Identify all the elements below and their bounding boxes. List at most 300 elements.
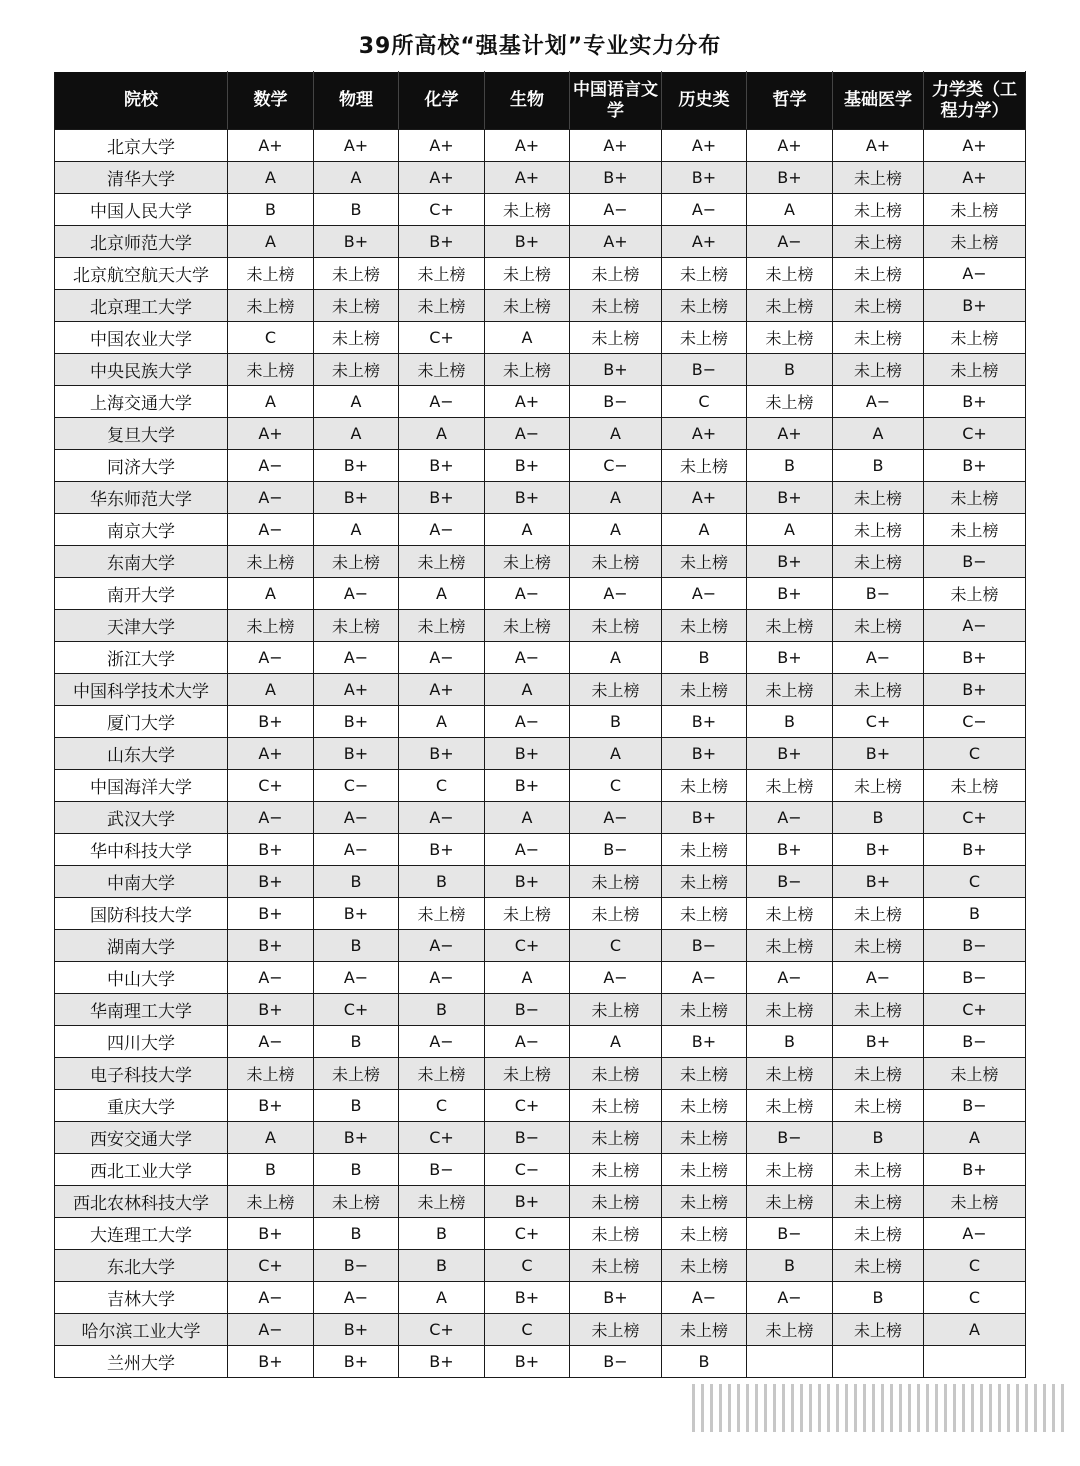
school-name-cell: 大连理工大学 — [55, 1218, 228, 1250]
grade-cell: B — [314, 194, 399, 226]
grade-cell: 未上榜 — [485, 194, 570, 226]
grade-cell: 未上榜 — [747, 930, 833, 962]
grade-cell: A− — [314, 834, 399, 866]
grade-cell: 未上榜 — [399, 1058, 485, 1090]
grade-cell: C — [924, 1282, 1026, 1314]
grade-cell: B+ — [570, 1282, 662, 1314]
grade-cell: A− — [314, 578, 399, 610]
grade-cell: A — [570, 738, 662, 770]
school-name-cell: 同济大学 — [55, 450, 228, 482]
grade-cell: 未上榜 — [314, 290, 399, 322]
grade-cell: B — [747, 1026, 833, 1058]
table-row — [55, 770, 1026, 802]
grade-cell: A — [485, 802, 570, 834]
grade-cell: 未上榜 — [662, 1090, 747, 1122]
grade-cell: 未上榜 — [570, 1218, 662, 1250]
grade-cell: A+ — [833, 130, 924, 162]
grade-cell: B+ — [485, 770, 570, 802]
grade-cell: B — [833, 1282, 924, 1314]
table-row — [55, 1314, 1026, 1346]
table-row — [55, 514, 1026, 546]
grade-cell: 未上榜 — [833, 898, 924, 930]
school-name-cell: 东北大学 — [55, 1250, 228, 1282]
school-name-cell: 中山大学 — [55, 962, 228, 994]
grade-cell: 未上榜 — [833, 1186, 924, 1218]
grade-cell: A− — [833, 642, 924, 674]
grade-cell: B− — [747, 1218, 833, 1250]
grade-cell: A− — [485, 418, 570, 450]
grade-cell: A− — [228, 482, 314, 514]
grade-cell: C+ — [399, 1314, 485, 1346]
grade-cell: B+ — [485, 482, 570, 514]
grade-cell: C — [485, 1250, 570, 1282]
school-name-cell: 兰州大学 — [55, 1346, 228, 1378]
grade-cell: 未上榜 — [662, 1186, 747, 1218]
grade-cell: B+ — [485, 226, 570, 258]
grade-cell: 未上榜 — [833, 610, 924, 642]
grade-cell: A+ — [747, 418, 833, 450]
column-header: 中国语言文学 — [570, 72, 662, 130]
grade-cell: A — [228, 1122, 314, 1154]
grade-cell: 未上榜 — [924, 226, 1026, 258]
grade-cell: B− — [747, 1122, 833, 1154]
grade-cell: B+ — [747, 738, 833, 770]
grade-cell: A− — [570, 578, 662, 610]
school-name-cell: 武汉大学 — [55, 802, 228, 834]
table-row — [55, 482, 1026, 514]
grade-cell: C+ — [399, 322, 485, 354]
grade-cell: A+ — [485, 130, 570, 162]
grade-cell: 未上榜 — [570, 610, 662, 642]
school-name-cell: 西安交通大学 — [55, 1122, 228, 1154]
table-row — [55, 1026, 1026, 1058]
school-name-cell: 复旦大学 — [55, 418, 228, 450]
table-row — [55, 994, 1026, 1026]
grade-cell: 未上榜 — [833, 930, 924, 962]
grade-cell: C — [924, 866, 1026, 898]
grade-cell: C — [924, 738, 1026, 770]
grade-cell: 未上榜 — [570, 290, 662, 322]
grade-cell: B− — [485, 1122, 570, 1154]
grade-cell: 未上榜 — [833, 546, 924, 578]
grade-cell: B+ — [924, 642, 1026, 674]
table-row — [55, 738, 1026, 770]
grade-cell: 未上榜 — [833, 1154, 924, 1186]
grade-cell: 未上榜 — [570, 1186, 662, 1218]
grade-cell: A− — [485, 1026, 570, 1058]
grade-cell: B — [314, 1218, 399, 1250]
grade-cell: B — [662, 642, 747, 674]
school-name-cell: 中南大学 — [55, 866, 228, 898]
grade-cell: 未上榜 — [570, 1058, 662, 1090]
grade-cell: 未上榜 — [399, 354, 485, 386]
grade-cell: B+ — [399, 1346, 485, 1378]
grade-cell: B+ — [747, 834, 833, 866]
school-name-cell: 南开大学 — [55, 578, 228, 610]
school-name-cell: 华东师范大学 — [55, 482, 228, 514]
grade-cell: 未上榜 — [485, 1058, 570, 1090]
grade-cell: 未上榜 — [747, 1314, 833, 1346]
grade-cell: A− — [485, 706, 570, 738]
grade-cell: 未上榜 — [399, 1186, 485, 1218]
school-name-cell: 西北工业大学 — [55, 1154, 228, 1186]
grade-cell: B+ — [570, 354, 662, 386]
grade-cell: A− — [570, 194, 662, 226]
grade-cell: B− — [570, 834, 662, 866]
grade-cell: C− — [570, 450, 662, 482]
grade-cell: 未上榜 — [662, 1122, 747, 1154]
grade-cell: 未上榜 — [924, 482, 1026, 514]
table-row — [55, 610, 1026, 642]
grade-cell: B — [314, 1090, 399, 1122]
grade-cell: 未上榜 — [228, 1186, 314, 1218]
grade-cell: A− — [747, 226, 833, 258]
grade-cell: C+ — [485, 1218, 570, 1250]
grade-cell: A− — [924, 610, 1026, 642]
grade-cell: B− — [399, 1154, 485, 1186]
grade-cell: 未上榜 — [662, 1250, 747, 1282]
grade-cell: B+ — [924, 834, 1026, 866]
grade-cell: B — [747, 706, 833, 738]
grade-cell: A− — [228, 1314, 314, 1346]
grade-cell: A — [399, 418, 485, 450]
table-row — [55, 1058, 1026, 1090]
grade-cell: B — [399, 1250, 485, 1282]
grade-cell: A− — [399, 386, 485, 418]
grade-cell: 未上榜 — [314, 258, 399, 290]
grade-cell: 未上榜 — [924, 514, 1026, 546]
grade-cell: C+ — [485, 930, 570, 962]
grade-cell: B+ — [570, 162, 662, 194]
grade-cell: 未上榜 — [833, 194, 924, 226]
grade-cell: 未上榜 — [833, 226, 924, 258]
grade-cell: 未上榜 — [399, 258, 485, 290]
school-name-cell: 中央民族大学 — [55, 354, 228, 386]
grade-cell: A+ — [399, 130, 485, 162]
grade-cell: B+ — [485, 1186, 570, 1218]
table-row — [55, 194, 1026, 226]
grade-cell: 未上榜 — [570, 1314, 662, 1346]
grade-cell: B+ — [314, 1122, 399, 1154]
page-title: 39所高校“强基计划”专业实力分布 — [358, 34, 722, 59]
grade-cell: 未上榜 — [570, 1250, 662, 1282]
grade-cell: A — [314, 514, 399, 546]
grade-cell: A− — [485, 642, 570, 674]
grade-cell: 未上榜 — [833, 1314, 924, 1346]
grade-cell: 未上榜 — [228, 290, 314, 322]
school-name-cell: 北京理工大学 — [55, 290, 228, 322]
grade-cell: A− — [570, 802, 662, 834]
grade-cell: 未上榜 — [314, 322, 399, 354]
grade-cell: A− — [485, 578, 570, 610]
table-row — [55, 322, 1026, 354]
grade-cell: B — [399, 1218, 485, 1250]
table-row — [55, 258, 1026, 290]
grade-cell: A — [314, 386, 399, 418]
grade-cell: A — [662, 514, 747, 546]
grade-cell: 未上榜 — [485, 898, 570, 930]
grade-cell: A — [485, 322, 570, 354]
grade-cell: C+ — [399, 1122, 485, 1154]
grade-cell: 未上榜 — [314, 1186, 399, 1218]
grade-cell: B+ — [228, 1346, 314, 1378]
grade-cell: A− — [314, 642, 399, 674]
grade-cell: C− — [314, 770, 399, 802]
grade-cell: A− — [228, 1026, 314, 1058]
grade-cell: 未上榜 — [833, 162, 924, 194]
grade-cell: B− — [662, 354, 747, 386]
grade-cell: B — [314, 930, 399, 962]
grade-cell: B− — [314, 1250, 399, 1282]
grade-cell: A+ — [228, 130, 314, 162]
grade-cell: B — [833, 450, 924, 482]
grade-cell: B+ — [399, 226, 485, 258]
grade-cell: A — [570, 1026, 662, 1058]
school-name-cell: 山东大学 — [55, 738, 228, 770]
grade-cell: A — [314, 162, 399, 194]
grade-cell: 未上榜 — [662, 1154, 747, 1186]
grade-cell: 未上榜 — [747, 674, 833, 706]
grade-cell: 未上榜 — [747, 994, 833, 1026]
school-name-cell: 华南理工大学 — [55, 994, 228, 1026]
school-name-cell: 东南大学 — [55, 546, 228, 578]
grade-cell: A+ — [485, 162, 570, 194]
grade-cell: A− — [228, 802, 314, 834]
grade-cell: A+ — [570, 130, 662, 162]
column-header: 数学 — [228, 72, 314, 130]
grade-cell: 未上榜 — [570, 1090, 662, 1122]
table-row — [55, 386, 1026, 418]
grade-cell: C+ — [924, 418, 1026, 450]
grade-cell: C — [485, 1314, 570, 1346]
grade-cell: C — [570, 930, 662, 962]
school-name-cell: 四川大学 — [55, 1026, 228, 1058]
watermark-overlay — [692, 1384, 1064, 1432]
school-name-cell: 中国科学技术大学 — [55, 674, 228, 706]
grade-cell: A — [924, 1122, 1026, 1154]
grade-cell: B — [399, 866, 485, 898]
grade-cell: 未上榜 — [570, 546, 662, 578]
grade-cell: B — [747, 354, 833, 386]
grade-cell: 未上榜 — [228, 354, 314, 386]
grade-cell: A — [485, 962, 570, 994]
grade-cell: A− — [747, 802, 833, 834]
grade-cell: A — [747, 514, 833, 546]
column-header: 力学类（工程力学） — [924, 72, 1026, 130]
grade-cell: A — [485, 514, 570, 546]
table-row — [55, 162, 1026, 194]
grade-cell: A+ — [662, 226, 747, 258]
grade-cell: A+ — [228, 738, 314, 770]
school-name-cell: 电子科技大学 — [55, 1058, 228, 1090]
grade-cell: 未上榜 — [570, 258, 662, 290]
grade-cell: B+ — [485, 1282, 570, 1314]
grade-cell: 未上榜 — [833, 1218, 924, 1250]
grade-cell: A — [228, 578, 314, 610]
table-row — [55, 1282, 1026, 1314]
school-name-cell: 华中科技大学 — [55, 834, 228, 866]
grade-cell: 未上榜 — [662, 1218, 747, 1250]
grade-cell: B+ — [662, 162, 747, 194]
grade-cell: 未上榜 — [662, 770, 747, 802]
table-row — [55, 930, 1026, 962]
grade-cell: 未上榜 — [924, 578, 1026, 610]
grade-cell: A− — [747, 962, 833, 994]
grade-cell: B+ — [662, 738, 747, 770]
table-row — [55, 1346, 1026, 1378]
grade-cell: 未上榜 — [228, 1058, 314, 1090]
grade-cell: 未上榜 — [833, 290, 924, 322]
grade-cell: 未上榜 — [314, 1058, 399, 1090]
grade-cell: B− — [570, 386, 662, 418]
grade-cell: A+ — [228, 418, 314, 450]
grade-cell: A+ — [314, 674, 399, 706]
grade-cell: B− — [570, 1346, 662, 1378]
grade-cell: 未上榜 — [662, 290, 747, 322]
grade-cell: B+ — [228, 834, 314, 866]
table-row — [55, 962, 1026, 994]
grade-cell: A — [314, 418, 399, 450]
grade-cell: A− — [399, 642, 485, 674]
grade-cell: A− — [662, 1282, 747, 1314]
grade-cell: 未上榜 — [747, 610, 833, 642]
grade-cell: A− — [228, 514, 314, 546]
grade-cell: 未上榜 — [570, 1122, 662, 1154]
grade-cell: 未上榜 — [485, 610, 570, 642]
grade-cell: B+ — [314, 482, 399, 514]
grade-cell: A− — [662, 962, 747, 994]
grade-cell: 未上榜 — [833, 322, 924, 354]
grade-cell: A− — [399, 930, 485, 962]
grade-cell: 未上榜 — [833, 1058, 924, 1090]
grade-cell: 未上榜 — [570, 898, 662, 930]
grade-cell: A− — [228, 1282, 314, 1314]
table-row — [55, 1186, 1026, 1218]
grade-cell: 未上榜 — [570, 994, 662, 1026]
grade-cell: A− — [228, 962, 314, 994]
grade-cell: 未上榜 — [399, 898, 485, 930]
grade-cell: B — [662, 1346, 747, 1378]
grade-cell: B− — [924, 1090, 1026, 1122]
grade-cell: 未上榜 — [662, 866, 747, 898]
table-row — [55, 130, 1026, 162]
grade-cell: 未上榜 — [924, 770, 1026, 802]
grade-cell: 未上榜 — [228, 610, 314, 642]
grade-cell — [833, 1346, 924, 1378]
grade-cell: B+ — [314, 450, 399, 482]
grade-cell: 未上榜 — [924, 1186, 1026, 1218]
grade-cell: A− — [314, 802, 399, 834]
school-name-cell: 湖南大学 — [55, 930, 228, 962]
grade-cell: A — [485, 674, 570, 706]
grade-cell: 未上榜 — [399, 546, 485, 578]
grade-cell: B+ — [314, 738, 399, 770]
grade-cell: B+ — [228, 1090, 314, 1122]
grade-cell: A — [399, 578, 485, 610]
grade-cell: C+ — [399, 194, 485, 226]
column-header: 基础医学 — [833, 72, 924, 130]
grade-cell: A− — [399, 514, 485, 546]
grade-cell: B+ — [833, 738, 924, 770]
grade-cell: B− — [833, 578, 924, 610]
grade-cell: B+ — [924, 290, 1026, 322]
column-header: 物理 — [314, 72, 399, 130]
grade-cell: 未上榜 — [747, 1154, 833, 1186]
grade-cell: 未上榜 — [924, 354, 1026, 386]
grade-cell: B+ — [399, 450, 485, 482]
grade-cell: 未上榜 — [747, 898, 833, 930]
grade-cell: A− — [228, 450, 314, 482]
grade-cell: B+ — [228, 706, 314, 738]
grade-cell: B — [833, 802, 924, 834]
grade-cell: A — [228, 386, 314, 418]
table-row — [55, 642, 1026, 674]
grade-cell: B− — [924, 962, 1026, 994]
grade-cell: A — [228, 674, 314, 706]
grade-cell: A− — [314, 1282, 399, 1314]
grade-cell: A− — [924, 258, 1026, 290]
school-name-cell: 西北农林科技大学 — [55, 1186, 228, 1218]
grade-cell: B — [924, 898, 1026, 930]
column-header: 历史类 — [662, 72, 747, 130]
school-name-cell: 厦门大学 — [55, 706, 228, 738]
school-name-cell: 天津大学 — [55, 610, 228, 642]
table-row — [55, 1154, 1026, 1186]
school-name-cell: 上海交通大学 — [55, 386, 228, 418]
strength-table — [54, 71, 1026, 1378]
grade-cell: B+ — [399, 482, 485, 514]
grade-cell: B — [570, 706, 662, 738]
grade-cell: 未上榜 — [314, 546, 399, 578]
grade-cell: 未上榜 — [662, 834, 747, 866]
grade-cell: C+ — [924, 802, 1026, 834]
grade-cell: B+ — [747, 642, 833, 674]
grade-cell: C+ — [833, 706, 924, 738]
grade-cell: B — [228, 194, 314, 226]
grade-cell: 未上榜 — [747, 1058, 833, 1090]
grade-cell — [747, 1346, 833, 1378]
grade-cell: A+ — [924, 162, 1026, 194]
grade-cell: B+ — [485, 866, 570, 898]
grade-cell: 未上榜 — [570, 1154, 662, 1186]
school-name-cell: 中国农业大学 — [55, 322, 228, 354]
grade-cell: B+ — [662, 802, 747, 834]
table-row — [55, 354, 1026, 386]
grade-cell: A — [924, 1314, 1026, 1346]
grade-cell: B+ — [924, 386, 1026, 418]
grade-cell: A− — [662, 194, 747, 226]
grade-cell: A− — [924, 1218, 1026, 1250]
grade-cell: 未上榜 — [485, 354, 570, 386]
grade-cell: B+ — [314, 226, 399, 258]
grade-cell: B+ — [833, 1026, 924, 1058]
grade-cell: 未上榜 — [314, 354, 399, 386]
grade-cell: B+ — [747, 546, 833, 578]
grade-cell: 未上榜 — [485, 290, 570, 322]
grade-cell: A+ — [924, 130, 1026, 162]
grade-cell: B+ — [662, 1026, 747, 1058]
grade-cell: B+ — [228, 898, 314, 930]
grade-cell: B+ — [833, 866, 924, 898]
table-row — [55, 1122, 1026, 1154]
grade-cell: A− — [399, 962, 485, 994]
grade-cell: A− — [399, 1026, 485, 1058]
grade-cell: B+ — [314, 1346, 399, 1378]
school-name-cell: 北京师范大学 — [55, 226, 228, 258]
table-row — [55, 546, 1026, 578]
grade-cell: B+ — [747, 162, 833, 194]
school-name-cell: 浙江大学 — [55, 642, 228, 674]
